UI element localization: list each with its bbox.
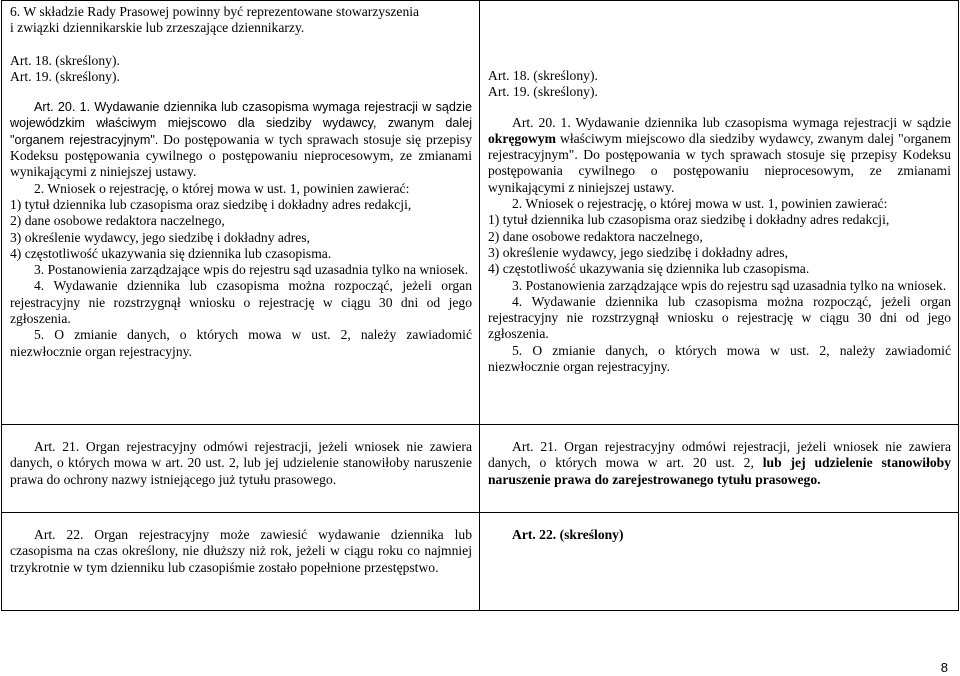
list-item: 1) tytuł dziennika lub czasopisma oraz siedzibę i dokładny adres redakcji, [488, 212, 890, 228]
list-item: 3) określenie wydawcy, jego siedzibę i dokładny adres, [10, 229, 310, 245]
art20-para1-a: Art. 20. 1. Wydawanie dziennika lub czasopisma wymaga rejestracji w sądzie wojewódzkim właściwym miejscowo dla siedziby wydawcy, zwanym dalej "organem rejestracyjnym". [10, 100, 472, 147]
art20-para3-left: 3. Postanowienia zarządzające wpis do rejestru sąd uzasadnia tylko na wniosek. [34, 262, 469, 278]
left-cell-art22 [2, 513, 480, 611]
art20-para2-left: 2. Wniosek o rejestrację, o której mowa w ust. 1, powinien zawierać: [34, 180, 410, 196]
art20-para5-right: 5. O zmianie danych, o których mowa w ust. 2, należy zawiadomić niezwłocznie organ rejestracyjny. [488, 342, 951, 375]
art20-para1-b: Do postępowania w tych sprawach stosuje się przepisy Kodeksu postępowania cywilnego o postępowaniu nieprocesowym, ze zmianami wynikającymi z niniejszej ustawy. [10, 131, 473, 180]
list-item: 4) częstotliwość ukazywania się dziennika lub czasopisma. [488, 261, 810, 277]
changed-word: okręgowym [488, 130, 556, 146]
art22-right: Art. 22. (skreślony) [512, 527, 624, 542]
right-cell-art21 [480, 425, 959, 513]
list-item: 1) tytuł dziennika lub czasopisma oraz siedzibę i dokładny adres redakcji, [10, 196, 412, 212]
art6-line2: i związki dziennikarskie lub zrzeszające dziennikarzy. [10, 20, 305, 36]
art20-para1-left [10, 99, 472, 180]
art19-right: Art. 19. (skreślony). [488, 84, 598, 100]
art20-para2-right: 2. Wniosek o rejestrację, o której mowa w ust. 1, powinien zawierać: [512, 196, 888, 212]
art18-right: Art. 18. (skreślony). [488, 68, 598, 83]
changed-text: lub jej udzielenie stanowiłoby naruszenie prawa do zarejestrowanego tytułu prasowego. [488, 455, 951, 487]
art19-left: Art. 19. (skreślony). [10, 68, 120, 84]
art21-left: Art. 21. Organ rejestracyjny odmówi rejestracji, jeżeli wniosek nie zawiera danych, o których mowa w art. 20 ust. 2, lub jej udzielenie stanowiłoby naruszenie prawa do ochrony nazwy istniejącego już tytułu prasowego. [10, 439, 472, 487]
table-row [2, 1, 959, 425]
right-cell-art18-20 [480, 1, 959, 425]
list-item: 2) dane osobowe redaktora naczelnego, [10, 213, 225, 229]
art20-para5-left: 5. O zmianie danych, o których mowa w ust. 2, należy zawiadomić niezwłocznie organ rejestracyjny. [10, 327, 472, 359]
art6-line1: 6. W składzie Rady Prasowej powinny być reprezentowane stowarzyszenia [10, 4, 420, 19]
left-cell-art18-20 [2, 1, 480, 425]
art20-para4-right: 4. Wydawanie dziennika lub czasopisma można rozpocząć, jeżeli organ rejestracyjny nie rozstrzygnął wniosku o rejestrację w ciągu 30 dni od jego zgłoszenia. [488, 293, 951, 342]
art20-para4-left: 4. Wydawanie dziennika lub czasopisma można rozpocząć, jeżeli organ rejestracyjny nie rozstrzygnął wniosku o rejestrację w ciągu 30 dni od jego zgłoszenia. [10, 278, 472, 327]
list-item: 4) częstotliwość ukazywania się dziennika lub czasopisma. [10, 245, 332, 261]
art20-para3-right: 3. Postanowienia zarządzające wpis do rejestru sąd uzasadnia tylko na wniosek. [512, 277, 947, 293]
right-cell-art22 [480, 513, 959, 611]
art21-right: Art. 21. Organ rejestracyjny odmówi rejestracji, jeżeli wniosek nie zawiera danych, o których mowa w art. 20 ust. 2, lub jej udzielenie stanowiłoby naruszenie prawa do zarejestrowanego tytułu prasowego. [488, 439, 951, 487]
list-item: 3) określenie wydawcy, jego siedzibę i dokładny adres, [488, 244, 788, 260]
list-item: 2) dane osobowe redaktora naczelnego, [488, 228, 703, 244]
art18-left: Art. 18. (skreślony). [10, 52, 120, 68]
table-row [2, 425, 959, 513]
comparison-table [1, 0, 959, 611]
left-cell-art21 [2, 425, 480, 513]
table-row [2, 513, 959, 611]
page-number: 8 [940, 660, 948, 675]
art20-para1-right: Art. 20. 1. Wydawanie dziennika lub czasopisma wymaga rejestracji w sądzie okręgowym właściwym miejscowo dla siedziby wydawcy, zwanym dalej "organem rejestracyjnym". Do postępowania w tych sprawach stosuje się przepisy Kodeksu postępowania cywilnego o postępowaniu nieprocesowym, ze zmianami wynikającymi z niniejszej ustawy. [488, 114, 951, 195]
art22-left: Art. 22. Organ rejestracyjny może zawiesić wydawanie dziennika lub czasopisma na czas określony, nie dłuższy niż rok, jeżeli w ciągu roku co najmniej trzykrotnie w tym dzienniku lub czasopiśmie zostało popełnione przestępstwo. [10, 527, 472, 575]
